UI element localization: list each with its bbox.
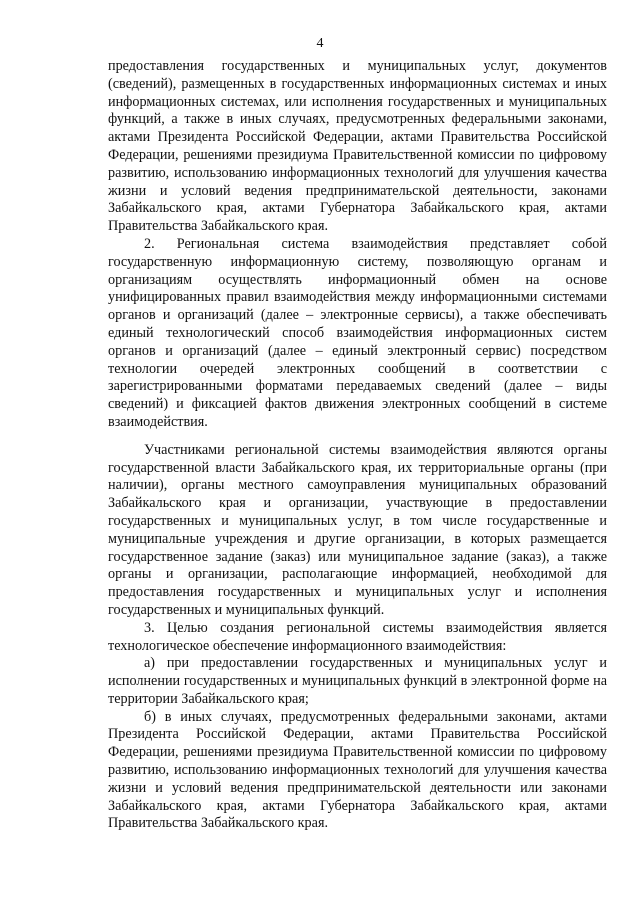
- document-body: [108, 58, 607, 833]
- paragraph-item-3: 3. Целью создания региональной системы взаимодействия является технологическое обеспечение информационного взаимодействия:: [108, 619, 607, 654]
- paragraph-participants: Участниками региональной системы взаимодействия являются органы государственной власти Забайкальского края, их территориальные органы (при наличии), органы местного самоуправления муниципальных образований Забайкальского края и организации, участвующие в предоставлении государственных и муниципальных услуг, в том числе государственные и муниципальные учреждения и другие организации, в которых размещается государственное задание (заказ) или муниципальное задание (заказ), а также органы и организации, располагающие информацией, необходимой для предоставления государственных и муниципальных услуг и исполнения государственных и муниципальных функций.: [108, 441, 607, 618]
- paragraph-subitem-a: а) при предоставлении государственных и муниципальных услуг и исполнении государственных и муниципальных функций в электронной форме на территории Забайкальского края;: [108, 655, 607, 707]
- paragraph-subitem-b: б) в иных случаях, предусмотренных федеральными законами, актами Президента Российской Федерации, актами Правительства Российской Федерации, решениями президиума Правительственной комиссии по цифровому развитию, использованию информационных технологий для улучшения качества жизни и условий ведения предпринимательской деятельности или законами Забайкальского края, актами Губернатора Забайкальского края, актами Правительства Забайкальского края.: [108, 708, 607, 832]
- paragraph-continuation: предоставления государственных и муниципальных услуг, документов (сведений), размещенных в государственных информационных системах и иных информационных системах, или исполнения государственных и муниципальных функций, а также в иных случаях, предусмотренных федеральными законами, актами Президента Российской Федерации, актами Правительства Российской Федерации, решениями президиума Правительственной комиссии по цифровому развитию, использованию информационных технологий для улучшения качества жизни и условий ведения предпринимательской деятельности, законами Забайкальского края, актами Губернатора Забайкальского края, актами Правительства Забайкальского края.: [108, 58, 607, 235]
- page-number: 4: [316, 36, 324, 51]
- paragraph-item-2: 2. Региональная система взаимодействия представляет собой государственную информационную систему, позволяющую органам и организациям осуществлять информационный обмен на основе унифицированных правил взаимодействия между информационными системами органов и организаций (далее – электронные сервисы), а также обеспечивать единый технологический способ взаимодействия информационных систем органов и организаций (далее – единый электронный сервис) посредством технологии очередей электронных сообщений в соответствии с зарегистрированными форматами передаваемых сведений (далее – виды сведений) и фиксацией фактов движения электронных сообщений в системе взаимодействия.: [108, 235, 607, 430]
